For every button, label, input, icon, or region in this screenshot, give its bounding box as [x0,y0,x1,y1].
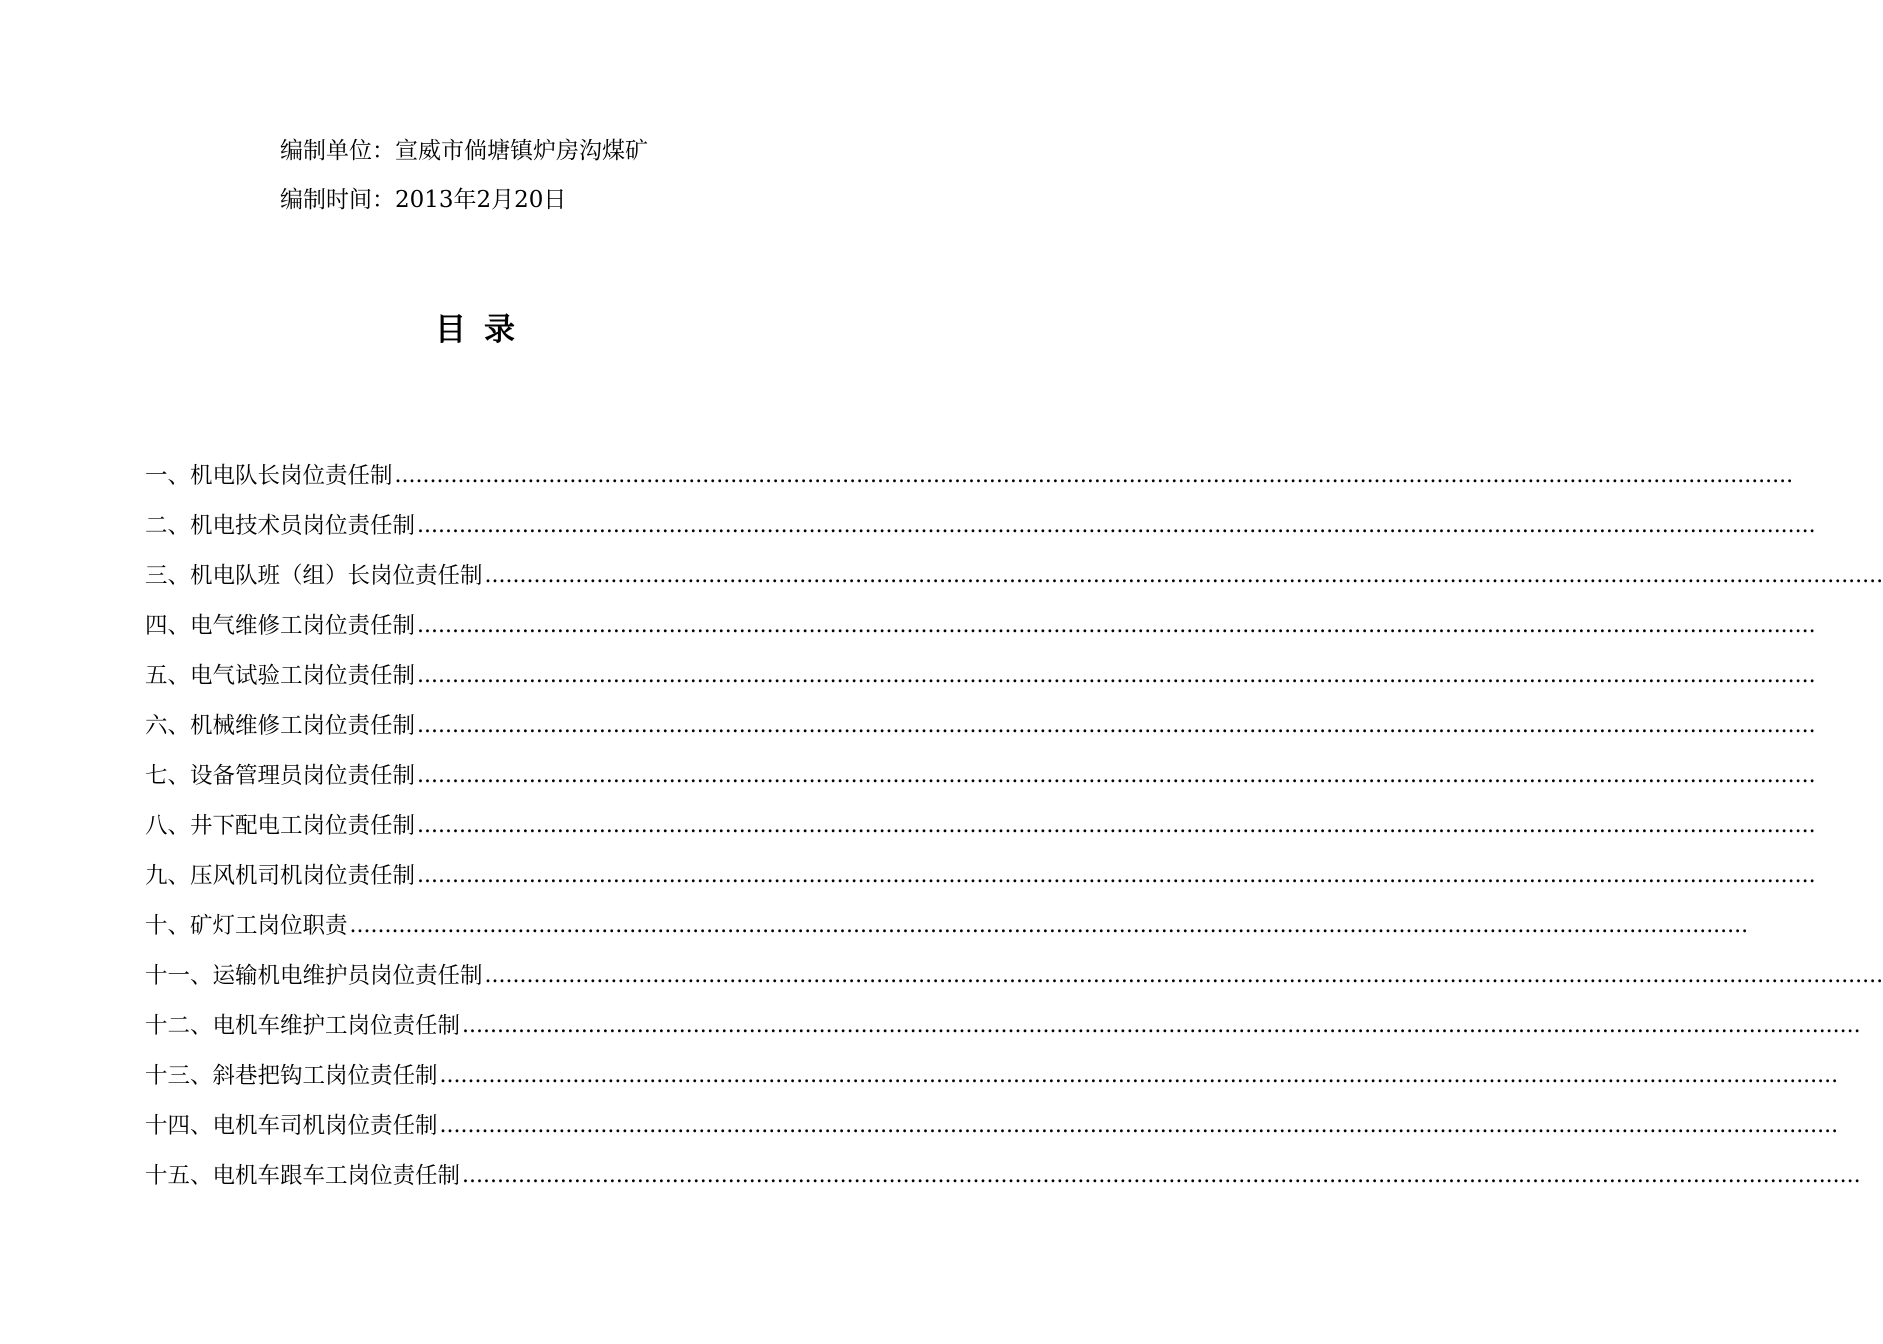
toc-item-label: 六、机械维修工岗位责任制 [145,713,416,739]
toc-item-label: 四、电气维修工岗位责任制 [145,613,416,639]
toc-item[interactable] [145,893,1749,943]
toc-dot-leader: ........................................................................................................................................................................................................ [394,463,1794,488]
toc-item-label: 十一、运输机电维护员岗位责任制 [145,963,483,989]
compiling-unit: 编制单位：宣威市倘塘镇炉房沟煤矿 [280,138,648,164]
toc-item[interactable] [145,593,1816,643]
toc-dot-leader: ........................................................................................................................................................................................................ [462,1013,1861,1038]
toc-item-label: 三、机电队班（组）长岗位责任制 [145,563,483,589]
toc-dot-leader: ........................................................................................................................................................................................................ [417,663,1816,688]
toc-item-label: 八、井下配电工岗位责任制 [145,813,416,839]
toc-item[interactable] [145,1043,1839,1093]
toc-item[interactable] [145,993,1861,1043]
toc-item[interactable] [145,843,1816,893]
toc-item-label: 十五、电机车跟车工岗位责任制 [145,1163,461,1189]
toc-dot-leader: ........................................................................................................................................................................................................ [349,913,1749,938]
toc-dot-leader: ........................................................................................................................................................................................................ [462,1163,1861,1188]
toc-dot-leader: ........................................................................................................................................................................................................ [439,1113,1839,1138]
toc-dot-leader: ........................................................................................................................................................................................................ [484,963,1883,988]
toc-dot-leader: ........................................................................................................................................................................................................ [417,613,1816,638]
toc-dot-leader: ........................................................................................................................................................................................................ [417,713,1816,738]
toc-item-label: 五、电气试验工岗位责任制 [145,663,416,689]
toc-item[interactable] [145,1143,1861,1193]
toc-item-label: 十四、电机车司机岗位责任制 [145,1113,438,1139]
toc-dot-leader: ........................................................................................................................................................................................................ [417,813,1816,838]
compiling-date: 编制时间：2013年2月20日 [280,187,567,213]
toc-item-label: 二、机电技术员岗位责任制 [145,513,416,539]
toc-item[interactable] [145,943,1883,993]
toc-item[interactable] [145,693,1816,743]
toc-item[interactable] [145,793,1816,843]
toc-dot-leader: ........................................................................................................................................................................................................ [417,863,1816,888]
toc-item-label: 十、矿灯工岗位职责 [145,913,348,939]
toc-item[interactable] [145,1093,1839,1143]
toc-item-label: 十二、电机车维护工岗位责任制 [145,1013,461,1039]
toc-item-label: 七、设备管理员岗位责任制 [145,763,416,789]
toc-title: 目录 [435,312,533,348]
toc-list [145,443,1883,1193]
toc-dot-leader: ........................................................................................................................................................................................................ [484,563,1883,588]
toc-item-label: 九、压风机司机岗位责任制 [145,863,416,889]
toc-item[interactable] [145,443,1794,493]
toc-dot-leader: ........................................................................................................................................................................................................ [439,1063,1839,1088]
toc-item-label: 一、机电队长岗位责任制 [145,463,393,489]
toc-dot-leader: ........................................................................................................................................................................................................ [417,513,1816,538]
toc-dot-leader: ........................................................................................................................................................................................................ [417,763,1816,788]
toc-item[interactable] [145,493,1816,543]
toc-item[interactable] [145,543,1883,593]
toc-item[interactable] [145,743,1816,793]
toc-item-label: 十三、斜巷把钩工岗位责任制 [145,1063,438,1089]
toc-item[interactable] [145,643,1816,693]
